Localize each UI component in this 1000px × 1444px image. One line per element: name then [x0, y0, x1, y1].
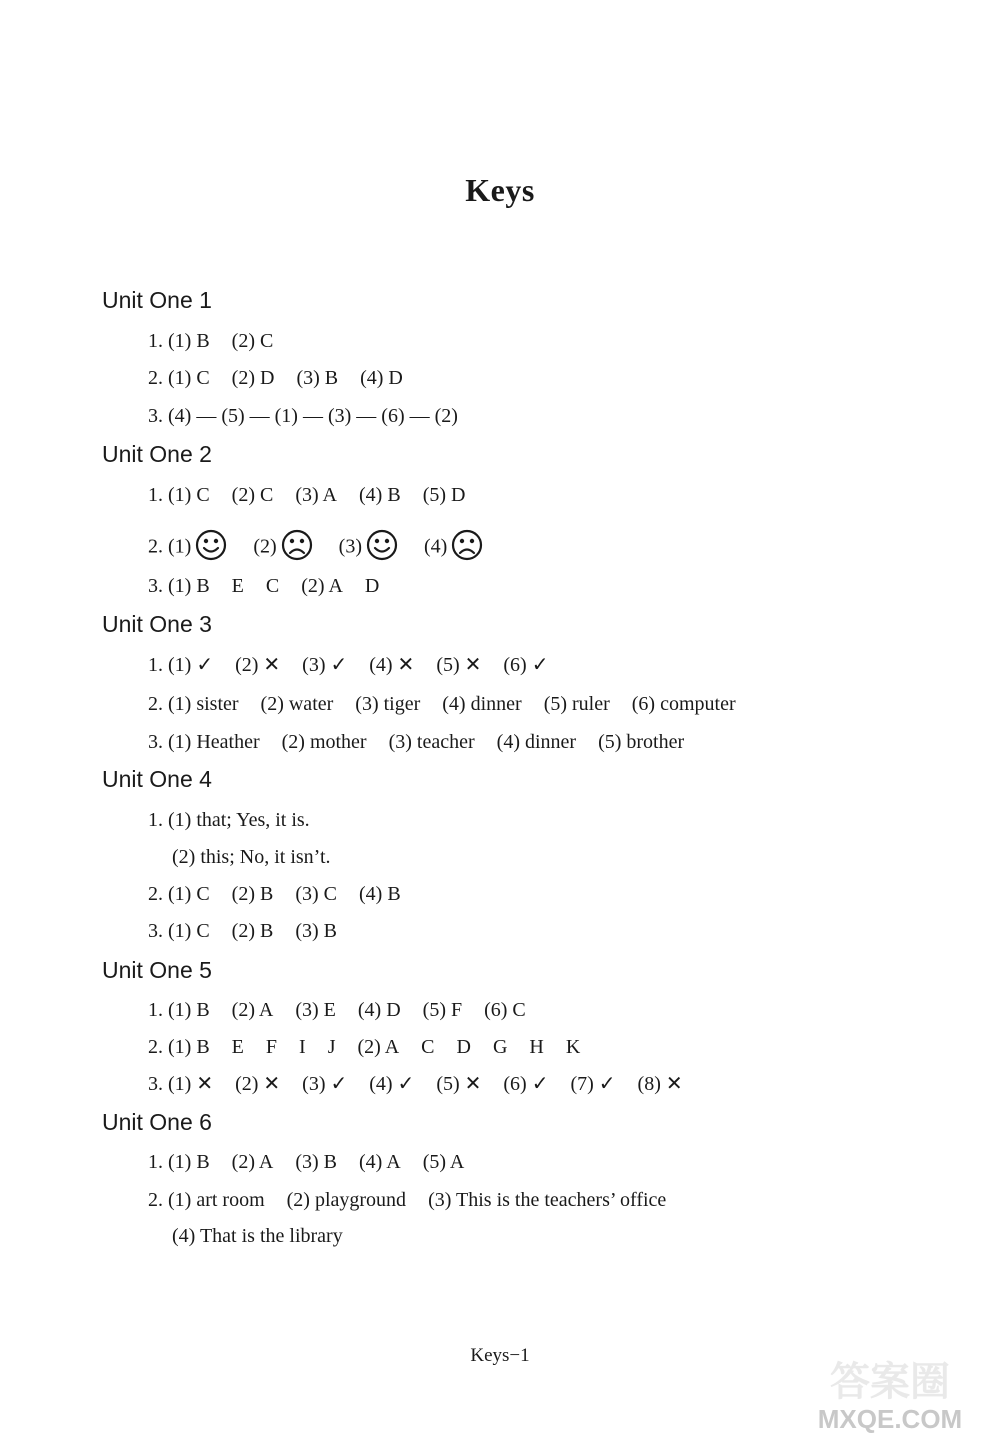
answer-item	[148, 404, 458, 428]
answer-item	[172, 845, 331, 869]
answer-line	[148, 1150, 464, 1174]
answer-text: (2) A	[231, 999, 274, 1021]
answer-text: (4) dinner	[496, 731, 577, 753]
answer-item	[436, 1072, 481, 1096]
answer-item	[442, 692, 521, 716]
answer-text: 1. (1) B	[148, 330, 210, 352]
answer-text: (2) C	[231, 484, 274, 506]
answer-line	[148, 808, 310, 832]
answer-item	[359, 1150, 401, 1174]
unit-heading: Unit One 4	[102, 766, 212, 792]
answer-item	[232, 1035, 244, 1059]
answer-item	[457, 1035, 471, 1059]
answer-text: (2) mother	[281, 731, 367, 753]
answer-text: (5) ✕	[436, 1073, 482, 1095]
answer-item	[360, 366, 403, 390]
answer-item	[253, 532, 312, 564]
smiley-face-icon	[366, 529, 398, 561]
answer-text: (3) B	[296, 367, 339, 389]
answer-text: 1. (1) ✓	[148, 654, 214, 676]
answer-text: (5) F	[422, 999, 463, 1021]
answer-text: 2. (1) C	[148, 883, 210, 905]
answer-item	[423, 998, 462, 1022]
answer-item	[282, 730, 367, 754]
answer-line	[148, 653, 548, 677]
answer-text: 3. (1) C	[148, 920, 210, 942]
svg-text:答案圈: 答案圈	[830, 1359, 950, 1405]
answer-item	[436, 653, 481, 677]
answer-text: (3) E	[295, 999, 336, 1021]
answer-item	[148, 574, 210, 598]
unit-heading: Unit One 6	[102, 1109, 212, 1135]
answer-text: (6) computer	[631, 693, 736, 715]
answer-text: D	[456, 1036, 471, 1058]
answer-line	[148, 483, 465, 507]
answer-item	[355, 692, 420, 716]
answer-text: (3) tiger	[355, 693, 421, 715]
answer-text: 2. (1) sister	[148, 693, 239, 715]
answer-item	[232, 366, 275, 390]
answer-text: (3) B	[295, 1151, 338, 1173]
answer-text: (2) A	[301, 575, 343, 597]
answer-text: (4) B	[359, 484, 401, 506]
answer-item	[357, 1035, 399, 1059]
answer-item	[148, 692, 239, 716]
answer-item	[369, 1072, 414, 1096]
answer-text: (5) D	[422, 484, 466, 506]
answer-text: (4) B	[359, 883, 401, 905]
answer-item	[428, 1188, 666, 1212]
answer-text: 3. (1) ✕	[148, 1073, 214, 1095]
answer-item	[295, 882, 337, 906]
answer-text: E	[231, 1036, 244, 1058]
answer-item	[148, 998, 210, 1022]
answer-line	[148, 532, 509, 564]
answer-text: (2) this; No, it isn’t.	[172, 846, 331, 868]
answer-item	[570, 1072, 615, 1096]
answer-text: E	[231, 575, 244, 597]
answer-item	[638, 1072, 683, 1096]
answer-item	[232, 329, 274, 353]
answer-item	[369, 653, 414, 677]
answer-item	[295, 1150, 337, 1174]
answer-item	[232, 1150, 274, 1174]
answer-text: D	[364, 575, 380, 597]
answer-item	[328, 1035, 336, 1059]
answer-text: (4) That is the library	[172, 1225, 343, 1247]
answer-item	[148, 532, 227, 564]
answer-text: (3) ✓	[302, 654, 348, 676]
answer-text: 1. (1) B	[148, 999, 210, 1021]
answer-text: C	[265, 575, 280, 597]
answer-item	[266, 1035, 277, 1059]
answer-text: (3) C	[295, 883, 338, 905]
answer-line	[148, 1072, 683, 1096]
page-footer: Keys−1	[470, 1345, 530, 1366]
answer-text: (2) playground	[286, 1189, 407, 1211]
answer-item	[148, 1072, 213, 1096]
answer-text: (8) ✕	[637, 1073, 683, 1095]
answer-text: 2. (1) art room	[148, 1189, 265, 1211]
answer-item	[148, 1035, 210, 1059]
answer-item	[389, 730, 475, 754]
answer-line	[148, 730, 684, 754]
answer-text: 1. (1) B	[148, 1151, 210, 1173]
answer-text: (5) A	[422, 1151, 465, 1173]
answer-item	[359, 483, 401, 507]
answer-text: (2) C	[231, 330, 274, 352]
unit-heading: Unit One 3	[102, 611, 212, 637]
answer-text: (4) dinner	[442, 693, 522, 715]
answer-item	[598, 730, 684, 754]
answer-item	[266, 574, 279, 598]
answer-text: (2) A	[231, 1151, 274, 1173]
answer-text: K	[565, 1036, 581, 1058]
answer-line	[148, 882, 401, 906]
answer-text: F	[265, 1036, 278, 1058]
answer-item	[365, 574, 379, 598]
answer-item	[295, 483, 337, 507]
answer-item	[302, 653, 347, 677]
answer-text: (2)	[253, 535, 277, 558]
answer-text: (4) ✓	[369, 1073, 415, 1095]
answer-text: (4) A	[359, 1151, 401, 1173]
unit-heading: Unit One 2	[102, 441, 212, 467]
site-watermark-logo	[790, 1350, 990, 1435]
answer-line	[172, 845, 331, 869]
answer-text: (6) ✓	[503, 654, 549, 676]
answer-text: 3. (1) Heather	[148, 731, 260, 753]
answer-text: J	[327, 1036, 336, 1058]
unit-heading: Unit One 1	[102, 287, 212, 313]
answer-text: (2) ✕	[235, 1073, 281, 1095]
answer-item	[295, 998, 336, 1022]
answer-item	[232, 882, 274, 906]
answer-text: 1. (1) C	[148, 484, 210, 506]
answer-text: 3. (1) B	[148, 575, 210, 597]
answer-text: (5) ruler	[543, 693, 610, 715]
answer-text: (4) ✕	[369, 654, 415, 676]
answer-item	[296, 366, 338, 390]
answer-item	[232, 919, 274, 943]
answer-item	[299, 1035, 306, 1059]
answer-line	[148, 574, 379, 598]
answer-text: (3) A	[295, 484, 338, 506]
answer-text: 2. (1) C	[148, 367, 210, 389]
answer-item	[235, 1072, 280, 1096]
answer-text: (5) brother	[598, 731, 685, 753]
answer-item	[148, 483, 210, 507]
answer-item	[423, 1150, 465, 1174]
answer-text: (4) D	[357, 999, 401, 1021]
answer-item	[148, 730, 260, 754]
answer-item	[503, 1072, 548, 1096]
answer-line	[148, 919, 337, 943]
answer-item	[358, 998, 401, 1022]
answer-text: (6) ✓	[503, 1073, 549, 1095]
answer-text: 2. (1)	[148, 535, 192, 558]
answer-item	[172, 1224, 343, 1248]
answer-text: (2) B	[231, 920, 274, 942]
answer-item	[295, 919, 337, 943]
answer-item	[339, 532, 398, 564]
answer-item	[544, 692, 610, 716]
answer-item	[632, 692, 736, 716]
answer-text: (2) water	[260, 693, 334, 715]
answer-text: (3) B	[295, 920, 338, 942]
answer-text: (4)	[423, 535, 448, 558]
answer-item	[148, 919, 210, 943]
answer-item	[232, 998, 274, 1022]
answer-item	[484, 998, 526, 1022]
answer-line	[148, 692, 736, 716]
answer-item	[232, 483, 274, 507]
answer-item	[529, 1035, 543, 1059]
answer-text: (3) This is the teachers’ office	[428, 1189, 667, 1211]
answer-text: (5) ✕	[436, 654, 482, 676]
answer-text: (2) A	[357, 1036, 400, 1058]
answer-text: (3)	[338, 535, 362, 558]
answer-line	[148, 329, 273, 353]
sad-face-icon	[281, 529, 313, 561]
answer-item	[287, 1188, 406, 1212]
answer-item	[421, 1035, 434, 1059]
answer-text: 1. (1) that; Yes, it is.	[148, 809, 310, 831]
answer-text: G	[492, 1036, 508, 1058]
answer-item	[566, 1035, 580, 1059]
answer-item	[497, 730, 576, 754]
answer-line	[172, 1224, 343, 1248]
answer-item	[359, 882, 401, 906]
answer-line	[148, 1035, 580, 1059]
answer-text: (7) ✓	[570, 1073, 616, 1095]
answer-item	[302, 1072, 347, 1096]
answer-item	[423, 483, 466, 507]
answer-item	[424, 532, 483, 564]
answer-item	[232, 574, 244, 598]
answer-line	[148, 404, 458, 428]
answer-item	[148, 808, 310, 832]
answer-text: (6) C	[484, 999, 526, 1021]
answer-item	[261, 692, 334, 716]
answer-text: 3. (4) — (5) — (1) — (3) — (6) — (2)	[148, 405, 458, 427]
answer-item	[148, 653, 213, 677]
answer-line	[148, 998, 526, 1022]
answer-text: (2) ✕	[235, 654, 281, 676]
answer-text: C	[421, 1036, 435, 1058]
page-title: Keys	[465, 172, 535, 208]
unit-heading: Unit One 5	[102, 957, 212, 983]
answer-line	[148, 1188, 666, 1212]
watermark-text: MXQE.COM	[817, 1404, 963, 1434]
answer-text: (3) ✓	[302, 1073, 348, 1095]
answer-text: I	[299, 1036, 306, 1058]
sad-face-icon	[451, 529, 483, 561]
answer-item	[148, 882, 210, 906]
answer-text: 2. (1) B	[148, 1036, 210, 1058]
answer-text: (3) teacher	[388, 731, 475, 753]
answer-item	[301, 574, 343, 598]
answer-item	[148, 1150, 210, 1174]
answer-text: (2) D	[231, 367, 275, 389]
answer-item	[493, 1035, 507, 1059]
answer-text: (2) B	[231, 883, 274, 905]
answer-line	[148, 366, 403, 390]
answer-item	[235, 653, 280, 677]
answer-text: (4) D	[360, 367, 403, 389]
answer-item	[148, 1188, 265, 1212]
smiley-face-icon	[195, 529, 227, 561]
answer-item	[148, 329, 210, 353]
answer-item	[148, 366, 210, 390]
answer-text: H	[529, 1036, 544, 1058]
answer-item	[503, 653, 548, 677]
